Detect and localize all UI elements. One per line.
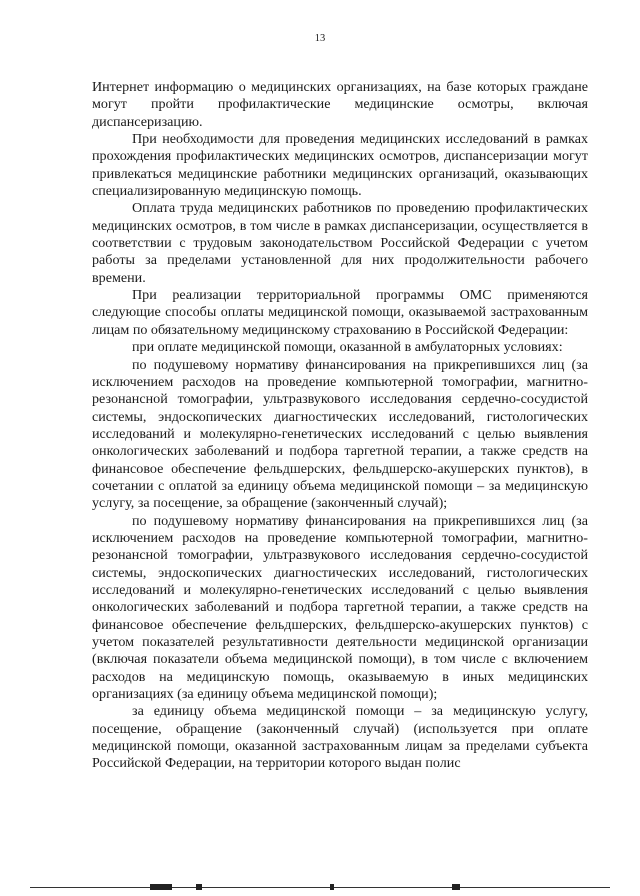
paragraph-1: Интернет информацию о медицинских организациях, на базе которых граждане могут пройти профилактические медицинские осмотры, включая диспансеризацию. xyxy=(92,79,588,130)
paragraph-5: при оплате медицинской помощи, оказанной в амбулаторных условиях: xyxy=(132,339,563,356)
scan-edge-line xyxy=(30,887,610,888)
paragraph-2: При необходимости для проведения медицинских исследований в рамках прохождения профилактических медицинских осмотров, диспансеризации могут привлекаться медицинские работники медицинских организаций, оказывающих специализированную медицинскую помощь. xyxy=(92,131,588,200)
scan-edge-mark xyxy=(150,884,172,890)
document-body xyxy=(92,79,588,773)
paragraph-7: по подушевому нормативу финансирования на прикрепившихся лиц (за исключением расходов на проведение компьютерной томографии, магнитно-резонансной томографии, ультразвукового исследования сердечно-сосудистой системы, эндоскопических диагностических исследований, гистологических исследований и молекулярно-генетических исследований с целью выявления онкологических заболеваний и подбора таргетной терапии, а также средств на финансовое обеспечение фельдшерских, фельдшерско-акушерских пунктов) с учетом показателей результативности деятельности медицинской организации (включая показатели объема медицинской помощи), в том числе с включением расходов на медицинскую помощь, оказываемую в иных медицинских организациях (за единицу объема медицинской помощи); xyxy=(92,512,588,703)
paragraph-3: Оплата труда медицинских работников по проведению профилактических медицинских осмотров, в том числе в рамках диспансеризации, осуществляется в соответствии с трудовым законодательством Российской Федерации с учетом работы за пределами установленной для них продолжительности рабочего времени. xyxy=(92,200,588,286)
scan-edge-mark xyxy=(196,884,202,890)
scan-edge-mark xyxy=(330,884,334,890)
page-number: 13 xyxy=(314,33,326,44)
paragraph-4: При реализации территориальной программы ОМС применяются следующие способы оплаты медицинской помощи, оказываемой застрахованным лицам по обязательному медицинскому страхованию в Российской Федерации: xyxy=(92,287,588,338)
paragraph-8: за единицу объема медицинской помощи – за медицинскую услугу, посещение, обращение (законченный случай) (используется при оплате медицинской помощи, оказанной застрахованным лицам за пределами субъекта Российской Федерации, на территории которого выдан полис xyxy=(92,703,588,772)
scan-edge-rule xyxy=(0,880,640,896)
paragraph-6: по подушевому нормативу финансирования на прикрепившихся лиц (за исключением расходов на проведение компьютерной томографии, магнитно-резонансной томографии, ультразвукового исследования сердечно-сосудистой системы, эндоскопических диагностических исследований, гистологических исследований и молекулярно-генетических исследований с целью выявления онкологических заболеваний и подбора таргетной терапии, а также средств на финансовое обеспечение фельдшерских, фельдшерско-акушерских пунктов), в сочетании с оплатой за единицу объема медицинской помощи – за медицинскую услугу, за посещение, за обращение (законченный случай); xyxy=(92,356,588,512)
scan-edge-mark xyxy=(452,884,460,890)
